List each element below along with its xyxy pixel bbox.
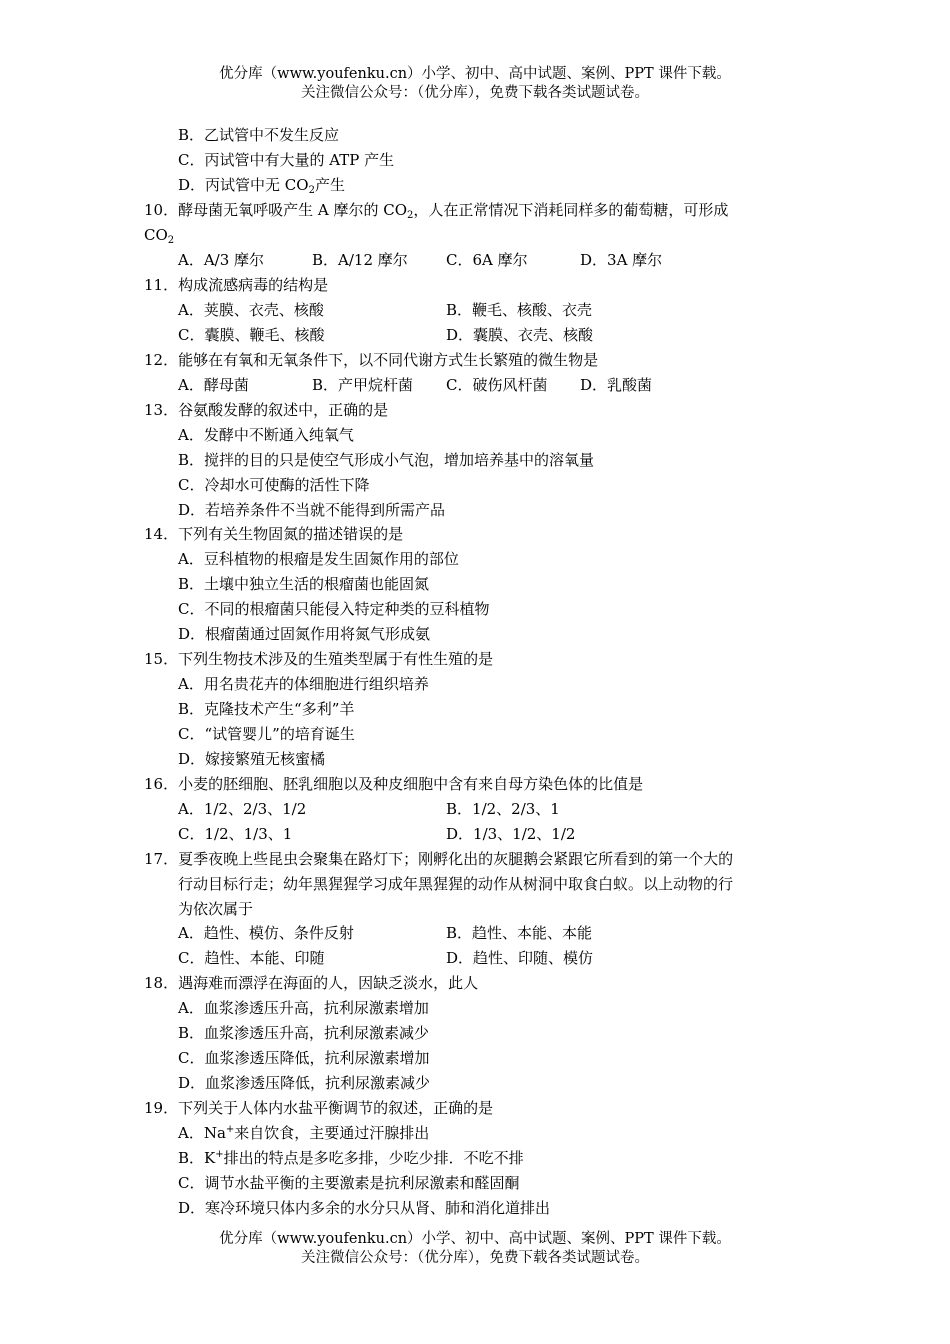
q10-stem: 10．酵母菌无氧呼吸产生 A 摩尔的 $CO_2$，人在正常情况下消耗同样多的葡萄糖，可形成 [144,201,729,221]
q17-option-a: A．趋性、模仿、条件反射 [178,924,354,942]
q11-option-b: B．鞭毛、核酸、衣壳 [446,301,593,319]
q10-option-d: D．3A 摩尔 [580,251,663,269]
q17-stem-line-2: 行动目标行走；幼年黑猩猩学习成年黑猩猩的动作从树洞中取食白蚁。以上动物的行 [178,875,734,893]
q16-stem: 16．小麦的胚细胞、胚乳细胞以及种皮细胞中含有来自母方染色体的比值是 [144,775,644,793]
q14-option-c: C．不同的根瘤菌只能侵入特定种类的豆科植物 [178,600,490,618]
q9-option-b: B．乙试管中不发生反应 [178,126,340,144]
q10-option-b: B．A/12 摩尔 [312,251,408,269]
q13-stem: 13．谷氨酸发酵的叙述中，正确的是 [144,401,389,419]
q9-option-d: D．丙试管中无 $CO_2$产生 [178,176,345,196]
q12-option-b: B．产甲烷杆菌 [312,376,414,394]
q17-option-b: B．趋性、本能、本能 [446,924,593,942]
q17-stem-line-1: 17．夏季夜晚上些昆虫会聚集在路灯下；刚孵化出的灰腿鹅会紧跟它所看到的第一个大的 [144,850,734,868]
q10-option-c: C．6A 摩尔 [446,251,528,269]
q11-stem: 11．构成流感病毒的结构是 [144,276,329,294]
footer-line-1: 优分库（www.youfenku.cn）小学、初中、高中试题、案例、PPT 课件下载。 [219,1231,731,1247]
q19-option-b: B．K+排出的特点是多吃多排，少吃少排．不吃不排 [178,1149,524,1167]
q14-option-a: A．豆科植物的根瘤是发生固氮作用的部位 [178,550,459,568]
q19-option-a: A．Na+来自饮食，主要通过汗腺排出 [178,1124,430,1142]
q15-option-c: C．“试管婴儿”的培育诞生 [178,725,355,743]
q13-option-b: B．搅拌的目的只是使空气形成小气泡，增加培养基中的溶氧量 [178,451,595,469]
q11-option-a: A．荚膜、衣壳、核酸 [178,301,324,319]
q11-option-d: D．囊膜、衣壳、核酸 [446,326,594,344]
q13-option-c: C．冷却水可使酶的活性下降 [178,476,370,494]
q14-option-b: B．土壤中独立生活的根瘤菌也能固氮 [178,575,430,593]
q13-option-d: D．若培养条件不当就不能得到所需产品 [178,501,446,519]
q18-option-b: B．血浆渗透压升高，抗利尿激素减少 [178,1024,430,1042]
q16-option-d: D．1/3、1/2、1/2 [446,825,576,843]
q15-option-b: B．克隆技术产生“多利”羊 [178,700,355,718]
q15-stem: 15．下列生物技术涉及的生殖类型属于有性生殖的是 [144,650,494,668]
q13-option-a: A．发酵中不断通入纯氧气 [178,426,354,444]
q17-option-d: D．趋性、印随、模仿 [446,949,594,967]
q15-option-d: D．嫁接繁殖无核蜜橘 [178,750,326,768]
q12-option-d: D．乳酸菌 [580,376,653,394]
header-line-1: 优分库（www.youfenku.cn）小学、初中、高中试题、案例、PPT 课件下载。 [219,66,731,82]
q19-stem: 19．下列关于人体内水盐平衡调节的叙述，正确的是 [144,1099,494,1117]
q9-option-c: C．丙试管中有大量的 ATP 产生 [178,151,395,169]
page-footer [0,1230,950,1268]
q11-option-c: C．囊膜、鞭毛、核酸 [178,326,325,344]
q18-option-d: D．血浆渗透压降低，抗利尿激素减少 [178,1074,431,1092]
footer-line-2: 关注微信公众号：（优分库），免费下载各类试题试卷。 [301,1250,649,1266]
q18-option-c: C．血浆渗透压降低，抗利尿激素增加 [178,1049,430,1067]
q16-option-b: B．1/2、2/3、1 [446,800,560,818]
q10-option-a: A．A/3 摩尔 [178,251,265,269]
q17-option-c: C．趋性、本能、印随 [178,949,325,967]
header-line-2: 关注微信公众号：（优分库），免费下载各类试题试卷。 [301,85,649,101]
q19-option-c: C．调节水盐平衡的主要激素是抗利尿激素和醛固酮 [178,1174,520,1192]
q12-option-c: C．破伤风杆菌 [446,376,548,394]
q17-stem-line-3: 为依次属于 [178,900,254,918]
q15-option-a: A．用名贵花卉的体细胞进行组织培养 [178,675,429,693]
q19-option-d: D．寒冷环境只体内多余的水分只从肾、肺和消化道排出 [178,1199,551,1217]
q14-stem: 14．下列有关生物固氮的描述错误的是 [144,525,404,543]
q18-option-a: A．血浆渗透压升高，抗利尿激素增加 [178,999,429,1017]
q14-option-d: D．根瘤菌通过固氮作用将氮气形成氨 [178,625,431,643]
page-header [0,65,950,103]
q12-option-a: A．酵母菌 [178,376,249,394]
q16-option-a: A．1/2、2/3、1/2 [178,800,307,818]
q12-stem: 12．能够在有氧和无氧条件下，以不同代谢方式生长繁殖的微生物是 [144,351,599,369]
q18-stem: 18．遇海难而漂浮在海面的人，因缺乏淡水，此人 [144,974,479,992]
q10-stem-continued: $CO_2$ [144,226,175,246]
q16-option-c: C．1/2、1/3、1 [178,825,293,843]
